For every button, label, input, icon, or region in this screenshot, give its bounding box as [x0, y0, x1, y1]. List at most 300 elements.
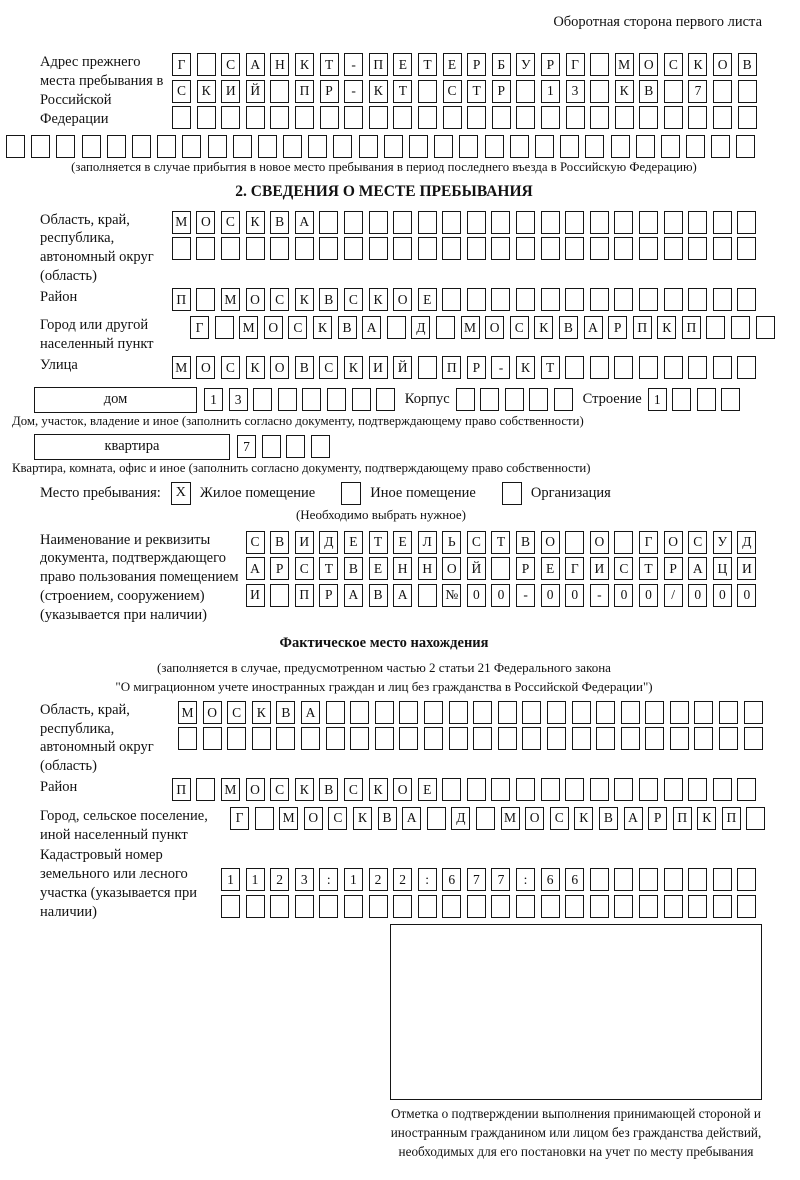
- char-cell[interactable]: [554, 388, 573, 411]
- char-cell[interactable]: [409, 135, 428, 158]
- char-cell[interactable]: К: [369, 80, 388, 103]
- char-cell[interactable]: [320, 106, 339, 129]
- char-cell[interactable]: [399, 727, 418, 750]
- char-cell[interactable]: [344, 106, 363, 129]
- char-cell[interactable]: [664, 778, 683, 801]
- char-cell[interactable]: [516, 211, 535, 234]
- char-cell[interactable]: Ь: [442, 531, 461, 554]
- char-cell[interactable]: [614, 895, 633, 918]
- char-cell[interactable]: С: [664, 53, 683, 76]
- district-row[interactable]: [172, 288, 762, 311]
- char-cell[interactable]: [418, 584, 437, 607]
- char-cell[interactable]: [492, 106, 511, 129]
- char-cell[interactable]: 7: [491, 868, 510, 891]
- checkbox-residential[interactable]: X: [171, 482, 191, 505]
- char-cell[interactable]: [182, 135, 201, 158]
- char-cell[interactable]: [639, 237, 658, 260]
- char-cell[interactable]: [246, 106, 265, 129]
- char-cell[interactable]: О: [485, 316, 504, 339]
- char-cell[interactable]: О: [713, 53, 732, 76]
- char-cell[interactable]: [510, 135, 529, 158]
- char-cell[interactable]: [498, 701, 517, 724]
- char-cell[interactable]: С: [319, 356, 338, 379]
- char-cell[interactable]: [359, 135, 378, 158]
- char-cell[interactable]: А: [246, 53, 265, 76]
- char-cell[interactable]: [565, 356, 584, 379]
- char-cell[interactable]: К: [353, 807, 372, 830]
- char-cell[interactable]: [319, 895, 338, 918]
- char-cell[interactable]: [418, 80, 437, 103]
- char-cell[interactable]: В: [516, 531, 535, 554]
- char-cell[interactable]: К: [295, 53, 314, 76]
- char-cell[interactable]: [491, 288, 510, 311]
- char-cell[interactable]: [719, 727, 738, 750]
- char-cell[interactable]: Е: [541, 557, 560, 580]
- char-cell[interactable]: [350, 727, 369, 750]
- char-cell[interactable]: [670, 701, 689, 724]
- char-cell[interactable]: О: [270, 356, 289, 379]
- char-cell[interactable]: С: [227, 701, 246, 724]
- char-cell[interactable]: К: [252, 701, 271, 724]
- char-cell[interactable]: [615, 106, 634, 129]
- char-cell[interactable]: [731, 316, 750, 339]
- char-cell[interactable]: [172, 237, 191, 260]
- char-cell[interactable]: [565, 895, 584, 918]
- char-cell[interactable]: [442, 895, 461, 918]
- char-cell[interactable]: Д: [737, 531, 756, 554]
- char-cell[interactable]: П: [682, 316, 701, 339]
- char-cell[interactable]: [301, 727, 320, 750]
- char-cell[interactable]: Н: [270, 53, 289, 76]
- char-cell[interactable]: С: [295, 557, 314, 580]
- korpus-cells[interactable]: [456, 388, 579, 411]
- char-cell[interactable]: 3: [229, 388, 248, 411]
- char-cell[interactable]: [442, 288, 461, 311]
- house-cells[interactable]: [204, 388, 401, 411]
- char-cell[interactable]: [590, 356, 609, 379]
- char-cell[interactable]: [711, 135, 730, 158]
- char-cell[interactable]: [473, 701, 492, 724]
- char-cell[interactable]: А: [362, 316, 381, 339]
- char-cell[interactable]: [255, 807, 274, 830]
- char-cell[interactable]: С: [344, 778, 363, 801]
- char-cell[interactable]: [369, 211, 388, 234]
- char-cell[interactable]: А: [624, 807, 643, 830]
- document-row-2[interactable]: [246, 557, 762, 580]
- char-cell[interactable]: [590, 53, 609, 76]
- char-cell[interactable]: [344, 211, 363, 234]
- char-cell[interactable]: [516, 288, 535, 311]
- char-cell[interactable]: П: [673, 807, 692, 830]
- char-cell[interactable]: [436, 316, 455, 339]
- char-cell[interactable]: О: [196, 211, 215, 234]
- char-cell[interactable]: [541, 778, 560, 801]
- char-cell[interactable]: [302, 388, 321, 411]
- char-cell[interactable]: [664, 868, 683, 891]
- char-cell[interactable]: [541, 237, 560, 260]
- char-cell[interactable]: [746, 807, 765, 830]
- char-cell[interactable]: [333, 135, 352, 158]
- char-cell[interactable]: 7: [688, 80, 707, 103]
- char-cell[interactable]: [719, 701, 738, 724]
- char-cell[interactable]: О: [541, 531, 560, 554]
- char-cell[interactable]: [694, 701, 713, 724]
- char-cell[interactable]: 0: [639, 584, 658, 607]
- char-cell[interactable]: [688, 895, 707, 918]
- checkbox-organization[interactable]: [502, 482, 522, 505]
- char-cell[interactable]: [611, 135, 630, 158]
- char-cell[interactable]: [253, 388, 272, 411]
- char-cell[interactable]: К: [534, 316, 553, 339]
- char-cell[interactable]: Ц: [713, 557, 732, 580]
- char-cell[interactable]: В: [639, 80, 658, 103]
- char-cell[interactable]: [178, 727, 197, 750]
- char-cell[interactable]: 7: [467, 868, 486, 891]
- char-cell[interactable]: [639, 106, 658, 129]
- char-cell[interactable]: [664, 288, 683, 311]
- char-cell[interactable]: Й: [246, 80, 265, 103]
- char-cell[interactable]: [664, 106, 683, 129]
- char-cell[interactable]: [614, 778, 633, 801]
- char-cell[interactable]: Б: [492, 53, 511, 76]
- char-cell[interactable]: [713, 106, 732, 129]
- char-cell[interactable]: [541, 895, 560, 918]
- prev-address-row-4[interactable]: [6, 135, 762, 158]
- char-cell[interactable]: И: [295, 531, 314, 554]
- char-cell[interactable]: [572, 701, 591, 724]
- char-cell[interactable]: [221, 106, 240, 129]
- char-cell[interactable]: [107, 135, 126, 158]
- char-cell[interactable]: К: [295, 288, 314, 311]
- char-cell[interactable]: В: [295, 356, 314, 379]
- char-cell[interactable]: [319, 237, 338, 260]
- char-cell[interactable]: 1: [344, 868, 363, 891]
- char-cell[interactable]: [227, 727, 246, 750]
- char-cell[interactable]: [713, 895, 732, 918]
- char-cell[interactable]: С: [614, 557, 633, 580]
- char-cell[interactable]: О: [639, 53, 658, 76]
- char-cell[interactable]: [713, 237, 732, 260]
- char-cell[interactable]: [308, 135, 327, 158]
- char-cell[interactable]: [427, 807, 446, 830]
- char-cell[interactable]: Р: [492, 80, 511, 103]
- char-cell[interactable]: Т: [467, 80, 486, 103]
- char-cell[interactable]: М: [221, 288, 240, 311]
- char-cell[interactable]: [737, 895, 756, 918]
- cadastral-row-1[interactable]: [221, 868, 762, 891]
- char-cell[interactable]: М: [461, 316, 480, 339]
- char-cell[interactable]: 6: [541, 868, 560, 891]
- char-cell[interactable]: [541, 288, 560, 311]
- char-cell[interactable]: [639, 778, 658, 801]
- char-cell[interactable]: [344, 895, 363, 918]
- actual-city-row[interactable]: [230, 807, 771, 830]
- char-cell[interactable]: М: [172, 356, 191, 379]
- char-cell[interactable]: [664, 80, 683, 103]
- char-cell[interactable]: С: [221, 356, 240, 379]
- char-cell[interactable]: [350, 701, 369, 724]
- char-cell[interactable]: [590, 288, 609, 311]
- char-cell[interactable]: [639, 356, 658, 379]
- char-cell[interactable]: [246, 237, 265, 260]
- char-cell[interactable]: [491, 895, 510, 918]
- char-cell[interactable]: [639, 288, 658, 311]
- char-cell[interactable]: Т: [541, 356, 560, 379]
- char-cell[interactable]: [442, 211, 461, 234]
- char-cell[interactable]: 0: [565, 584, 584, 607]
- char-cell[interactable]: С: [221, 53, 240, 76]
- char-cell[interactable]: Т: [418, 53, 437, 76]
- char-cell[interactable]: [522, 701, 541, 724]
- char-cell[interactable]: Т: [393, 80, 412, 103]
- char-cell[interactable]: [491, 237, 510, 260]
- char-cell[interactable]: [645, 701, 664, 724]
- char-cell[interactable]: П: [172, 778, 191, 801]
- char-cell[interactable]: [442, 778, 461, 801]
- char-cell[interactable]: [713, 211, 732, 234]
- char-cell[interactable]: [270, 584, 289, 607]
- char-cell[interactable]: 0: [467, 584, 486, 607]
- char-cell[interactable]: 2: [369, 868, 388, 891]
- char-cell[interactable]: [688, 237, 707, 260]
- char-cell[interactable]: Г: [639, 531, 658, 554]
- char-cell[interactable]: [694, 727, 713, 750]
- char-cell[interactable]: О: [664, 531, 683, 554]
- char-cell[interactable]: [233, 135, 252, 158]
- char-cell[interactable]: [384, 135, 403, 158]
- char-cell[interactable]: [375, 727, 394, 750]
- char-cell[interactable]: [418, 211, 437, 234]
- char-cell[interactable]: [516, 237, 535, 260]
- char-cell[interactable]: Й: [467, 557, 486, 580]
- char-cell[interactable]: [516, 778, 535, 801]
- char-cell[interactable]: М: [172, 211, 191, 234]
- char-cell[interactable]: [326, 701, 345, 724]
- char-cell[interactable]: М: [239, 316, 258, 339]
- char-cell[interactable]: [664, 237, 683, 260]
- char-cell[interactable]: А: [688, 557, 707, 580]
- char-cell[interactable]: В: [344, 557, 363, 580]
- char-cell[interactable]: Д: [451, 807, 470, 830]
- cadastral-row-2[interactable]: [221, 895, 762, 918]
- char-cell[interactable]: [221, 895, 240, 918]
- stroenie-cells[interactable]: [648, 388, 746, 411]
- char-cell[interactable]: П: [442, 356, 461, 379]
- char-cell[interactable]: №: [442, 584, 461, 607]
- char-cell[interactable]: [737, 868, 756, 891]
- char-cell[interactable]: Л: [418, 531, 437, 554]
- char-cell[interactable]: Е: [393, 531, 412, 554]
- char-cell[interactable]: :: [418, 868, 437, 891]
- char-cell[interactable]: О: [246, 288, 265, 311]
- char-cell[interactable]: 0: [713, 584, 732, 607]
- char-cell[interactable]: Г: [565, 557, 584, 580]
- char-cell[interactable]: [639, 868, 658, 891]
- char-cell[interactable]: [491, 211, 510, 234]
- char-cell[interactable]: [736, 135, 755, 158]
- char-cell[interactable]: О: [590, 531, 609, 554]
- char-cell[interactable]: [270, 237, 289, 260]
- char-cell[interactable]: [590, 237, 609, 260]
- char-cell[interactable]: -: [344, 80, 363, 103]
- char-cell[interactable]: [459, 135, 478, 158]
- char-cell[interactable]: Д: [319, 531, 338, 554]
- char-cell[interactable]: [688, 778, 707, 801]
- char-cell[interactable]: [399, 701, 418, 724]
- region-row-2[interactable]: [172, 237, 762, 260]
- char-cell[interactable]: [491, 557, 510, 580]
- char-cell[interactable]: [434, 135, 453, 158]
- char-cell[interactable]: К: [516, 356, 535, 379]
- char-cell[interactable]: [756, 316, 775, 339]
- char-cell[interactable]: [369, 106, 388, 129]
- char-cell[interactable]: [590, 211, 609, 234]
- char-cell[interactable]: [516, 106, 535, 129]
- char-cell[interactable]: Т: [639, 557, 658, 580]
- char-cell[interactable]: М: [178, 701, 197, 724]
- char-cell[interactable]: В: [270, 211, 289, 234]
- char-cell[interactable]: [196, 288, 215, 311]
- char-cell[interactable]: [688, 288, 707, 311]
- char-cell[interactable]: /: [664, 584, 683, 607]
- char-cell[interactable]: [311, 435, 330, 458]
- char-cell[interactable]: И: [246, 584, 265, 607]
- char-cell[interactable]: :: [516, 868, 535, 891]
- char-cell[interactable]: [196, 237, 215, 260]
- char-cell[interactable]: Т: [320, 53, 339, 76]
- prev-address-row-1[interactable]: [172, 53, 762, 76]
- char-cell[interactable]: К: [197, 80, 216, 103]
- char-cell[interactable]: К: [313, 316, 332, 339]
- char-cell[interactable]: С: [270, 288, 289, 311]
- char-cell[interactable]: С: [443, 80, 462, 103]
- char-cell[interactable]: [565, 531, 584, 554]
- char-cell[interactable]: [621, 727, 640, 750]
- char-cell[interactable]: [31, 135, 50, 158]
- char-cell[interactable]: [664, 211, 683, 234]
- char-cell[interactable]: [172, 106, 191, 129]
- char-cell[interactable]: [393, 106, 412, 129]
- char-cell[interactable]: О: [264, 316, 283, 339]
- char-cell[interactable]: [6, 135, 25, 158]
- char-cell[interactable]: [197, 53, 216, 76]
- char-cell[interactable]: В: [738, 53, 757, 76]
- char-cell[interactable]: -: [491, 356, 510, 379]
- char-cell[interactable]: [442, 237, 461, 260]
- char-cell[interactable]: Т: [319, 557, 338, 580]
- char-cell[interactable]: [590, 895, 609, 918]
- char-cell[interactable]: [547, 727, 566, 750]
- char-cell[interactable]: 0: [541, 584, 560, 607]
- char-cell[interactable]: В: [599, 807, 618, 830]
- char-cell[interactable]: [258, 135, 277, 158]
- char-cell[interactable]: [467, 895, 486, 918]
- char-cell[interactable]: [270, 895, 289, 918]
- char-cell[interactable]: Й: [393, 356, 412, 379]
- char-cell[interactable]: М: [221, 778, 240, 801]
- char-cell[interactable]: [713, 778, 732, 801]
- char-cell[interactable]: [664, 895, 683, 918]
- char-cell[interactable]: [393, 237, 412, 260]
- region-row-1[interactable]: [172, 211, 762, 234]
- char-cell[interactable]: [670, 727, 689, 750]
- street-row[interactable]: [172, 356, 762, 379]
- char-cell[interactable]: Т: [491, 531, 510, 554]
- char-cell[interactable]: В: [559, 316, 578, 339]
- char-cell[interactable]: И: [221, 80, 240, 103]
- char-cell[interactable]: А: [402, 807, 421, 830]
- char-cell[interactable]: [295, 237, 314, 260]
- actual-district-row[interactable]: [172, 778, 762, 801]
- char-cell[interactable]: Н: [393, 557, 412, 580]
- char-cell[interactable]: [614, 531, 633, 554]
- char-cell[interactable]: В: [319, 288, 338, 311]
- char-cell[interactable]: К: [246, 356, 265, 379]
- char-cell[interactable]: -: [590, 584, 609, 607]
- char-cell[interactable]: В: [338, 316, 357, 339]
- char-cell[interactable]: Р: [270, 557, 289, 580]
- char-cell[interactable]: П: [295, 584, 314, 607]
- char-cell[interactable]: К: [688, 53, 707, 76]
- char-cell[interactable]: [737, 356, 756, 379]
- char-cell[interactable]: С: [172, 80, 191, 103]
- char-cell[interactable]: [485, 135, 504, 158]
- char-cell[interactable]: [467, 211, 486, 234]
- char-cell[interactable]: [737, 288, 756, 311]
- char-cell[interactable]: О: [196, 356, 215, 379]
- char-cell[interactable]: [467, 106, 486, 129]
- char-cell[interactable]: [614, 288, 633, 311]
- char-cell[interactable]: И: [737, 557, 756, 580]
- char-cell[interactable]: П: [172, 288, 191, 311]
- char-cell[interactable]: [352, 388, 371, 411]
- char-cell[interactable]: [621, 701, 640, 724]
- char-cell[interactable]: [387, 316, 406, 339]
- char-cell[interactable]: [738, 80, 757, 103]
- char-cell[interactable]: [369, 237, 388, 260]
- char-cell[interactable]: С: [288, 316, 307, 339]
- char-cell[interactable]: [737, 211, 756, 234]
- char-cell[interactable]: [541, 211, 560, 234]
- char-cell[interactable]: [516, 80, 535, 103]
- char-cell[interactable]: [522, 727, 541, 750]
- char-cell[interactable]: [547, 701, 566, 724]
- char-cell[interactable]: С: [270, 778, 289, 801]
- char-cell[interactable]: В: [276, 701, 295, 724]
- char-cell[interactable]: [672, 388, 691, 411]
- char-cell[interactable]: Г: [566, 53, 585, 76]
- char-cell[interactable]: Г: [230, 807, 249, 830]
- char-cell[interactable]: [197, 106, 216, 129]
- char-cell[interactable]: 1: [246, 868, 265, 891]
- char-cell[interactable]: [443, 106, 462, 129]
- char-cell[interactable]: [688, 356, 707, 379]
- char-cell[interactable]: [529, 388, 548, 411]
- char-cell[interactable]: [376, 388, 395, 411]
- char-cell[interactable]: [590, 80, 609, 103]
- char-cell[interactable]: [208, 135, 227, 158]
- char-cell[interactable]: [82, 135, 101, 158]
- char-cell[interactable]: [418, 356, 437, 379]
- char-cell[interactable]: 3: [566, 80, 585, 103]
- char-cell[interactable]: П: [369, 53, 388, 76]
- char-cell[interactable]: У: [516, 53, 535, 76]
- char-cell[interactable]: [590, 106, 609, 129]
- char-cell[interactable]: К: [369, 778, 388, 801]
- char-cell[interactable]: [585, 135, 604, 158]
- char-cell[interactable]: [688, 868, 707, 891]
- char-cell[interactable]: Р: [648, 807, 667, 830]
